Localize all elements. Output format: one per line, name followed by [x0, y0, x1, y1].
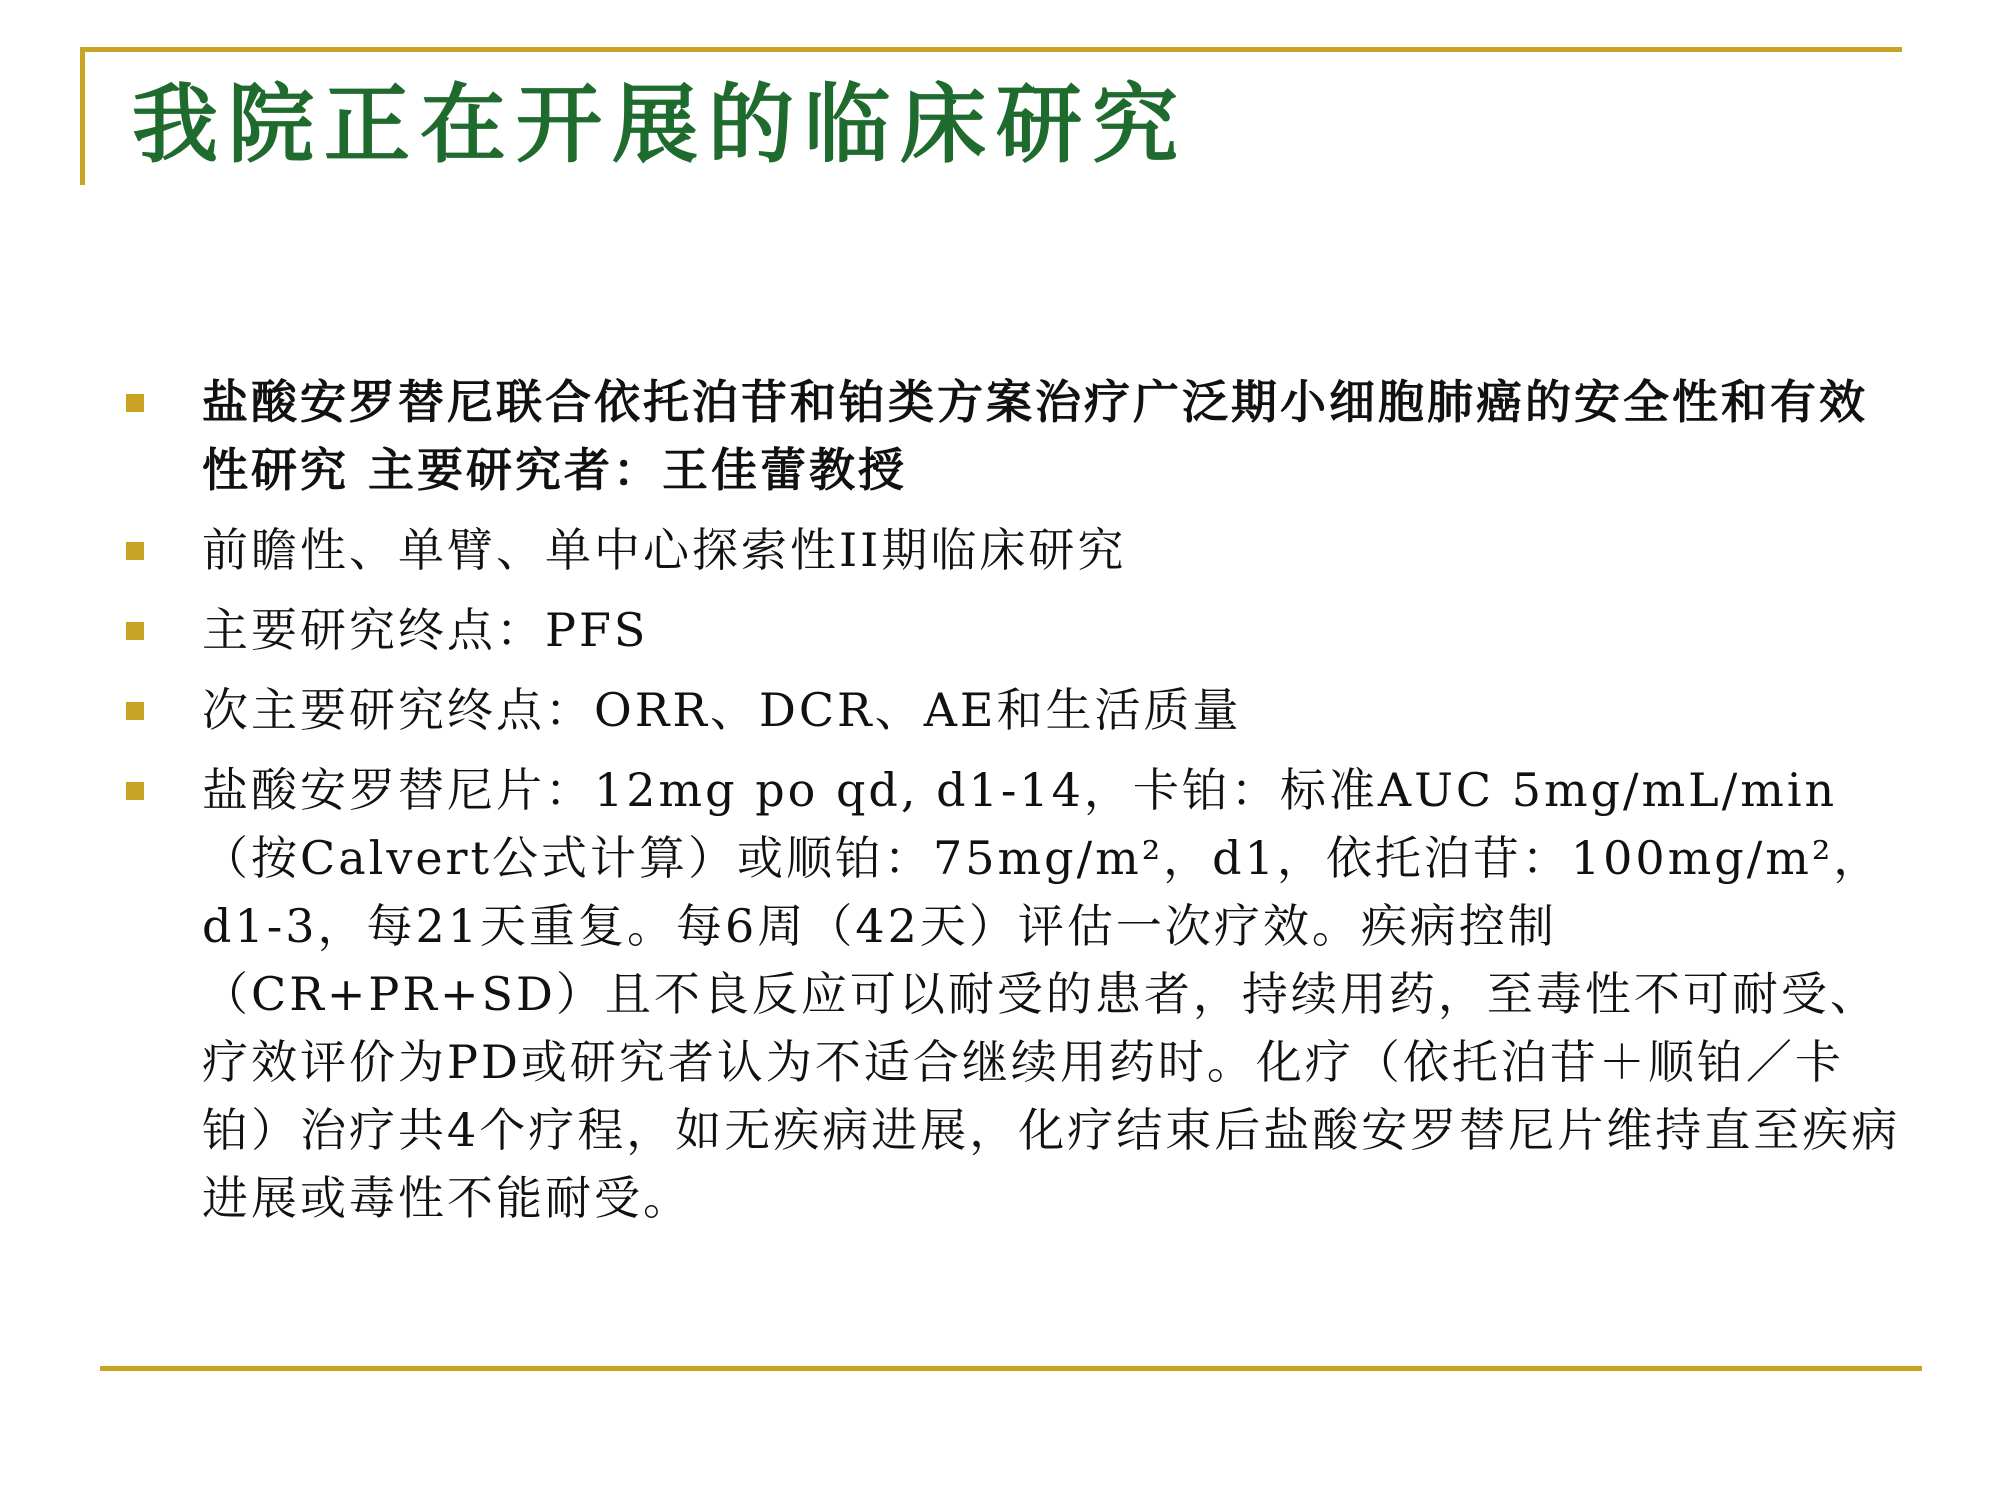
square-bullet-icon [126, 622, 144, 640]
bullet-text: 主要研究终点：PFS [202, 603, 649, 657]
bullet-text: 前瞻性、单臂、单中心探索性II期临床研究 [202, 523, 1127, 577]
title-left-divider [80, 47, 85, 185]
bullet-item-primary-endpoint [122, 596, 1902, 664]
bullet-list [122, 368, 1902, 1244]
bullet-text: 次主要研究终点：ORR、DCR、AE和生活质量 [202, 683, 1242, 737]
square-bullet-icon [126, 394, 144, 412]
bullet-item-secondary-endpoints [122, 676, 1902, 744]
bullet-item-study-design [122, 516, 1902, 584]
bullet-item-treatment-regimen [122, 756, 1902, 1232]
bullet-text: 盐酸安罗替尼联合依托泊苷和铂类方案治疗广泛期小细胞肺癌的安全性和有效性研究 主要研究者：王佳蕾教授 [202, 375, 1868, 497]
top-divider [80, 47, 1902, 52]
square-bullet-icon [126, 702, 144, 720]
bullet-item-study-title [122, 368, 1902, 504]
slide-title: 我院正在开展的临床研究 [132, 74, 1188, 175]
square-bullet-icon [126, 782, 144, 800]
bullet-text: 盐酸安罗替尼片：12mg po qd, d1-14，卡铂：标准AUC 5mg/mL/min（按Calvert公式计算）或顺铂：75mg/m²，d1，依托泊苷：100mg/m²，d1-3，每21天重复。每6周（42天）评估一次疗效。疾病控制（CR+PR+SD）且不良反应可以耐受的患者，持续用药，至毒性不可耐受、疗效评价为PD或研究者认为不适合继续用药时。化疗（依托泊苷＋顺铂／卡铂）治疗共4个疗程，如无疾病进展，化疗结束后盐酸安罗替尼片维持直至疾病进展或毒性不能耐受。 [202, 763, 1901, 1225]
square-bullet-icon [126, 542, 144, 560]
bottom-divider [100, 1366, 1922, 1371]
